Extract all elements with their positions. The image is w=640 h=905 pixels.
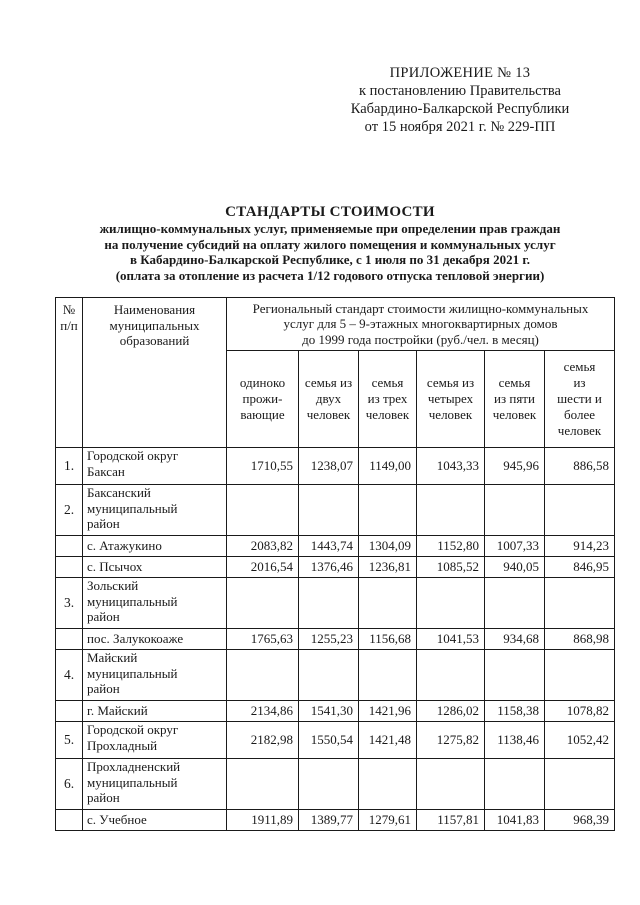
table-row [56, 722, 615, 759]
row-number [56, 629, 83, 650]
value-cell [359, 650, 417, 701]
value-cell [417, 485, 485, 536]
value-cell: 1304,09 [359, 536, 417, 557]
row-number: 3. [56, 578, 83, 629]
header-name: Наименования муниципальных образований [83, 298, 227, 448]
appendix-line: к постановлению Правительства [359, 83, 561, 99]
row-number [56, 557, 83, 578]
value-cell: 1078,82 [545, 701, 615, 722]
row-number [56, 536, 83, 557]
value-cell: 1421,48 [359, 722, 417, 759]
value-cell [227, 759, 299, 810]
header-group: Региональный стандарт стоимости жилищно-коммунальных услуг для 5 – 9-этажных многоквартирных домов до 1999 года постройки (руб./чел. в месяц) [227, 298, 615, 351]
value-cell: 1279,61 [359, 810, 417, 831]
title-line: (оплата за отопление из расчета 1/12 годового отпуска тепловой энергии) [115, 267, 545, 283]
value-cell: 1443,74 [299, 536, 359, 557]
value-cell: 1765,63 [227, 629, 299, 650]
value-cell: 1911,89 [227, 810, 299, 831]
row-name: Майский муниципальный район [83, 650, 227, 701]
title-main: СТАНДАРТЫ СТОИМОСТИ [225, 204, 435, 220]
table-row [56, 759, 615, 810]
value-cell: 2083,82 [227, 536, 299, 557]
row-name: Баксанский муниципальный район [83, 485, 227, 536]
header-column-2: семья из двух человек [299, 351, 359, 448]
table-row [56, 701, 615, 722]
standards-table [55, 297, 615, 831]
table-row [56, 448, 615, 485]
value-cell: 1550,54 [299, 722, 359, 759]
row-name: пос. Залукокоаже [83, 629, 227, 650]
value-cell: 868,98 [545, 629, 615, 650]
header-column-4: семья из четырех человек [417, 351, 485, 448]
value-cell [359, 759, 417, 810]
row-name: Городской округ Прохладный [83, 722, 227, 759]
document-title [40, 204, 620, 283]
value-cell [417, 759, 485, 810]
value-cell: 1085,52 [417, 557, 485, 578]
value-cell: 1007,33 [485, 536, 545, 557]
table-row [56, 650, 615, 701]
value-cell: 1376,46 [299, 557, 359, 578]
value-cell: 1389,77 [299, 810, 359, 831]
value-cell: 1275,82 [417, 722, 485, 759]
row-number: 1. [56, 448, 83, 485]
row-name: Зольский муниципальный район [83, 578, 227, 629]
value-cell: 1286,02 [417, 701, 485, 722]
value-cell: 1156,68 [359, 629, 417, 650]
value-cell: 934,68 [485, 629, 545, 650]
appendix-date-line: от 15 ноября 2021 г. № 229-ПП [364, 119, 556, 135]
title-line: жилищно-коммунальных услуг, применяемые при определении прав граждан [99, 221, 561, 236]
row-number: 6. [56, 759, 83, 810]
value-cell [299, 650, 359, 701]
value-cell [359, 578, 417, 629]
table-body [56, 448, 615, 831]
value-cell: 2182,98 [227, 722, 299, 759]
value-cell [417, 650, 485, 701]
value-cell: 1255,23 [299, 629, 359, 650]
appendix-block [330, 64, 590, 136]
value-cell: 846,95 [545, 557, 615, 578]
value-cell: 1149,00 [359, 448, 417, 485]
value-cell [485, 759, 545, 810]
header-number: № п/п [56, 298, 83, 448]
row-name: с. Атажукино [83, 536, 227, 557]
value-cell [485, 485, 545, 536]
value-cell [545, 650, 615, 701]
table-header [56, 298, 615, 448]
value-cell: 2016,54 [227, 557, 299, 578]
value-cell [299, 578, 359, 629]
value-cell [545, 759, 615, 810]
row-name: г. Майский [83, 701, 227, 722]
value-cell: 1157,81 [417, 810, 485, 831]
value-cell: 1238,07 [299, 448, 359, 485]
header-column-1: одиноко прожи- вающие [227, 351, 299, 448]
value-cell: 968,39 [545, 810, 615, 831]
value-cell [545, 578, 615, 629]
value-cell [485, 650, 545, 701]
value-cell: 2134,86 [227, 701, 299, 722]
row-number: 4. [56, 650, 83, 701]
table-row [56, 629, 615, 650]
value-cell [299, 759, 359, 810]
row-number [56, 810, 83, 831]
value-cell: 1041,83 [485, 810, 545, 831]
table-row [56, 578, 615, 629]
value-cell [227, 485, 299, 536]
value-cell: 1421,96 [359, 701, 417, 722]
title-line: на получение субсидий на оплату жилого помещения и коммунальных услуг [104, 236, 556, 252]
value-cell [545, 485, 615, 536]
value-cell: 940,05 [485, 557, 545, 578]
table-row [56, 557, 615, 578]
value-cell: 1052,42 [545, 722, 615, 759]
value-cell: 1158,38 [485, 701, 545, 722]
row-name: с. Псычох [83, 557, 227, 578]
row-name: с. Учебное [83, 810, 227, 831]
value-cell: 1152,80 [417, 536, 485, 557]
value-cell [227, 578, 299, 629]
value-cell: 1236,81 [359, 557, 417, 578]
row-number: 2. [56, 485, 83, 536]
appendix-number: ПРИЛОЖЕНИЕ № 13 [389, 65, 531, 81]
value-cell [417, 578, 485, 629]
value-cell: 1541,30 [299, 701, 359, 722]
table-row [56, 536, 615, 557]
value-cell: 914,23 [545, 536, 615, 557]
value-cell [299, 485, 359, 536]
table-row [56, 485, 615, 536]
value-cell [359, 485, 417, 536]
value-cell [485, 578, 545, 629]
appendix-line: Кабардино-Балкарской Республики [350, 101, 570, 117]
value-cell: 1041,53 [417, 629, 485, 650]
row-name: Городской округ Баксан [83, 448, 227, 485]
value-cell: 945,96 [485, 448, 545, 485]
table-row [56, 810, 615, 831]
title-line: в Кабардино-Балкарской Республике, с 1 июля по 31 декабря 2021 г. [129, 252, 531, 267]
value-cell [227, 650, 299, 701]
value-cell: 886,58 [545, 448, 615, 485]
value-cell: 1138,46 [485, 722, 545, 759]
header-column-3: семья из трех человек [359, 351, 417, 448]
row-number [56, 701, 83, 722]
row-name: Прохладненский муниципальный район [83, 759, 227, 810]
value-cell: 1710,55 [227, 448, 299, 485]
header-column-6: семья из шести и более человек [545, 351, 615, 448]
row-number: 5. [56, 722, 83, 759]
value-cell: 1043,33 [417, 448, 485, 485]
header-column-5: семья из пяти человек [485, 351, 545, 448]
